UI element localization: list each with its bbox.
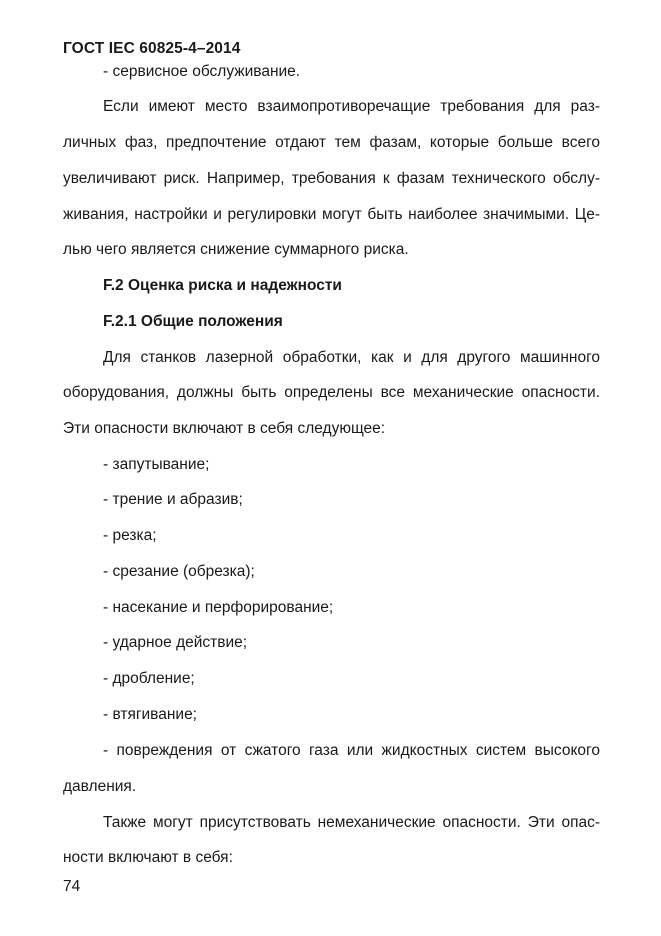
paragraph-line: увеличивают риск. Например, требования к фазам технического обслу- <box>63 170 600 187</box>
list-item: - ударное действие; <box>103 634 248 651</box>
list-item: - повреждения от сжатого газа или жидкостных систем высокого <box>103 742 600 759</box>
paragraph-line: личных фаз, предпочтение отдают тем фазам, которые больше всего <box>63 134 600 151</box>
list-item: - трение и абразив; <box>103 491 243 508</box>
paragraph-line: Эти опасности включают в себя следующее: <box>63 420 386 437</box>
list-item: - сервисное обслуживание. <box>103 63 301 80</box>
list-item: - дробление; <box>103 670 195 687</box>
section-heading: F.2 Оценка риска и надежности <box>103 277 342 294</box>
list-item: - запутывание; <box>103 456 210 473</box>
list-item: - срезание (обрезка); <box>103 563 255 580</box>
paragraph-line: Для станков лазерной обработки, как и для другого машинного <box>103 349 600 366</box>
subsection-heading: F.2.1 Общие положения <box>103 313 283 330</box>
paragraph-line: Если имеют место взаимопротиворечащие требования для раз- <box>103 98 600 115</box>
paragraph-line: оборудования, должны быть определены все механические опасности. <box>63 384 600 401</box>
paragraph-line: Также могут присутствовать немеханические опасности. Эти опас- <box>103 814 600 831</box>
list-item: - резка; <box>103 527 157 544</box>
paragraph-line: лью чего является снижение суммарного риска. <box>63 241 409 258</box>
list-item-continuation: давления. <box>63 778 137 795</box>
list-item: - насекание и перфорирование; <box>103 599 334 616</box>
paragraph-line: живания, настройки и регулировки могут быть наиболее значимыми. Це- <box>63 206 600 223</box>
paragraph-line: ности включают в себя: <box>63 849 233 866</box>
page-number: 74 <box>63 878 81 895</box>
list-item: - втягивание; <box>103 706 197 723</box>
document-header: ГОСТ IEC 60825-4–2014 <box>63 40 241 57</box>
